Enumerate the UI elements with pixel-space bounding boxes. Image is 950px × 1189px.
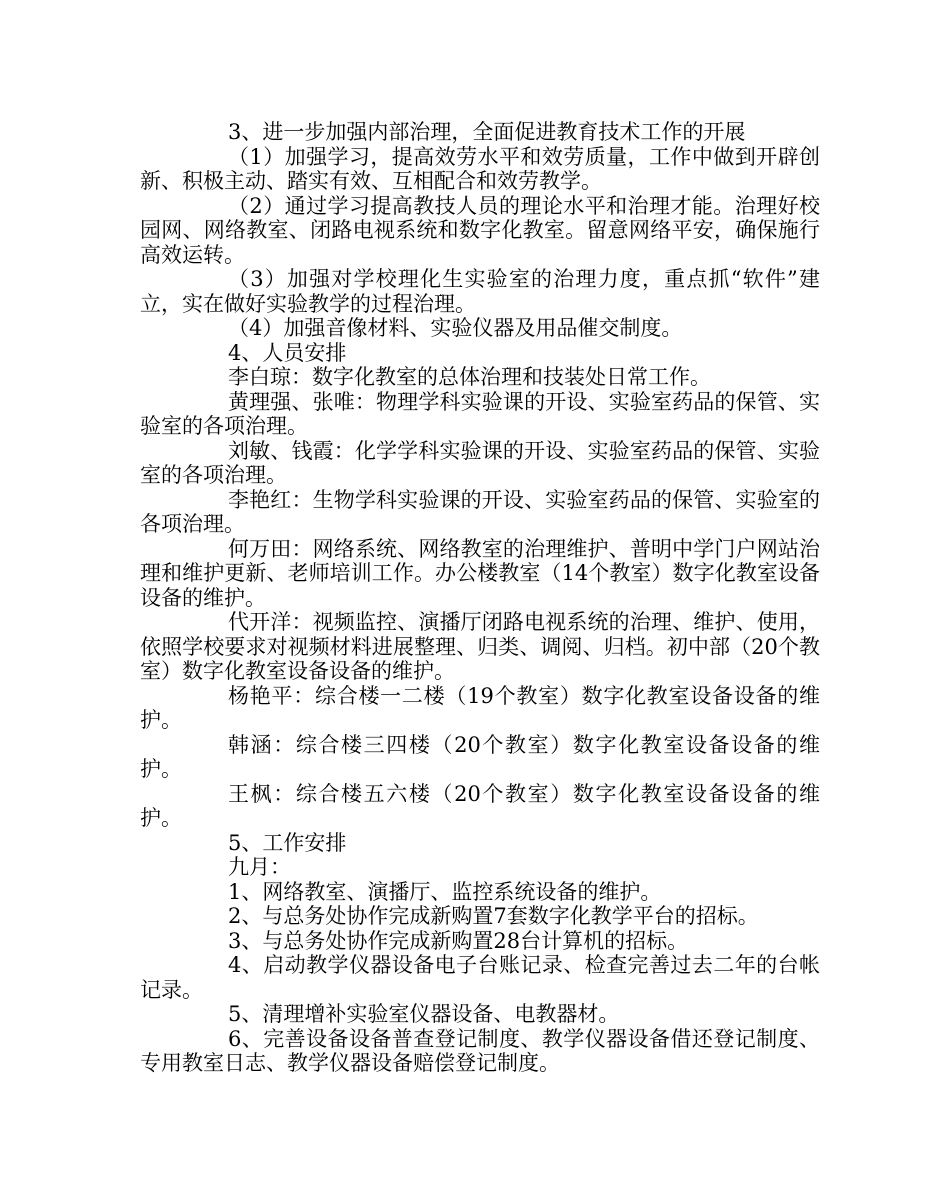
plan-item: 3、与总务处协作完成新购置28台计算机的招标。: [228, 928, 689, 953]
section-heading-internal-governance: 3、进一步加强内部治理，全面促进教育技术工作的开展: [228, 120, 746, 144]
staff-entry: 韩涵：综合楼三四楼（20个教室）数字化教室设备设备的维护。: [140, 732, 820, 781]
staff-entry: 李白琼：数字化教室的总体治理和技装处日常工作。: [228, 365, 711, 389]
section-heading-staffing: 4、人员安排: [228, 340, 347, 365]
paragraph-item-3: （3）加强对学校理化生实验室的治理力度，重点抓“软件”建立，实在做好实验教学的过程治理。: [140, 267, 820, 316]
staff-entry: 李艳红：生物学科实验课的开设、实验室药品的保管、实验室的各项治理。: [140, 487, 820, 536]
staff-entry: 代开洋：视频监控、演播厅闭路电视系统的治理、维护、使用，依照学校要求对视频材料进展整理、归类、调阅、归档。初中部（20个教室）数字化教室设备设备的维护。: [140, 610, 820, 683]
month-heading: 九月：: [228, 855, 291, 879]
plan-item: 1、网络教室、演播厅、监控系统设备的维护。: [228, 879, 662, 904]
plan-item: 6、完善设备设备普查登记制度、教学仪器设备借还登记制度、专用教室日志、教学仪器设备赔偿登记制度。: [140, 1026, 820, 1075]
staff-entry: 刘敏、钱霞：化学学科实验课的开设、实验室药品的保管、实验室的各项治理。: [140, 438, 820, 487]
document-body: [140, 120, 820, 1076]
staff-entry: 王枫：综合楼五六楼（20个教室）数字化教室设备设备的维护。: [140, 781, 820, 830]
section-heading-work-plan: 5、工作安排: [228, 830, 347, 855]
plan-item: 2、与总务处协作完成新购置7套数字化教学平台的招标。: [228, 904, 759, 928]
staff-entry: 杨艳平：综合楼一二楼（19个教室）数字化教室设备设备的维护。: [140, 683, 820, 732]
paragraph-item-2: （2）通过学习提高教技人员的理论水平和治理才能。治理好校园网、网络教室、闭路电视系统和数字化教室。留意网络平安，确保施行高效运转。: [140, 193, 820, 267]
staff-entry: 何万田：网络系统、网络教室的治理维护、普明中学门户网站治理和维护更新、老师培训工作。办公楼教室（14个教室）数字化教室设备设备的维护。: [140, 536, 820, 610]
paragraph-item-4: （4）加强音像材料、实验仪器及用品催交制度。: [228, 316, 683, 340]
paragraph-item-1: （1）加强学习，提高效劳水平和效劳质量，工作中做到开辟创新、积极主动、踏实有效、互相配合和效劳教学。: [140, 144, 820, 193]
plan-item: 4、启动教学仪器设备电子台账记录、检查完善过去二年的台帐记录。: [140, 953, 820, 1002]
staff-entry: 黄理强、张唯：物理学科实验课的开设、实验室药品的保管、实验室的各项治理。: [140, 389, 820, 438]
plan-item: 5、清理增补实验室仪器设备、电教器材。: [228, 1002, 620, 1026]
